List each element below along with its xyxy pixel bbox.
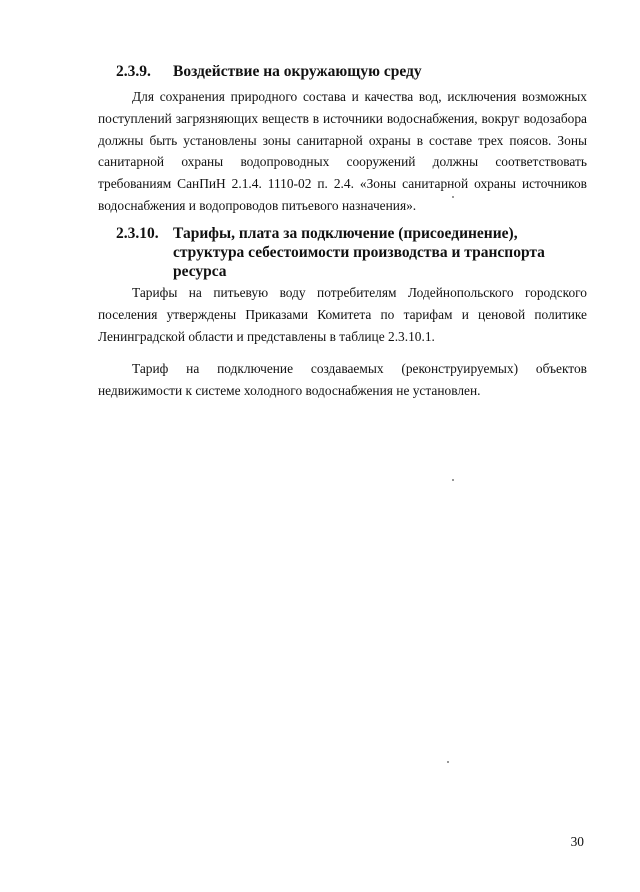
section-heading: [116, 224, 587, 281]
section-number: 2.3.10.: [116, 225, 159, 242]
section-title: Тарифы, плата за подключение (присоединение), структура себестоимости производства и транспорта ресурса: [173, 225, 545, 280]
page-number: 30: [570, 834, 584, 849]
section-paragraph: Тарифы на питьевую воду потребителям Лодейнопольского городского поселения утверждены Приказами Комитета по тарифам и ценовой политике Ленинградской области и представлены в таблице 2.3.10.1.: [98, 285, 587, 344]
scan-speck: [447, 761, 449, 763]
section-paragraph: Тариф на подключение создаваемых (реконструируемых) объектов недвижимости к системе холодного водоснабжения не установлен.: [98, 361, 587, 399]
scan-speck: [452, 479, 454, 481]
section-2-3-10: [98, 224, 587, 402]
section-paragraph: Для сохранения природного состава и качества вод, исключения возможных поступлений загрязняющих веществ в источники водоснабжения, вокруг водозабора должны быть установлены зоны санитарной охраны в составе трех поясов. Зоны санитарной охраны водопроводных сооружений должны соответствовать требованиям СанПиН 2.1.4. 1110-02 п. 2.4. «Зоны санитарной охраны источников водоснабжения и водопроводов питьевого назначения».: [98, 89, 587, 213]
section-2-3-9: [98, 62, 587, 217]
section-title: Воздействие на окружающую среду: [173, 63, 422, 80]
section-number: 2.3.9.: [116, 63, 151, 80]
section-heading: [116, 62, 587, 81]
scan-speck: [452, 196, 454, 198]
